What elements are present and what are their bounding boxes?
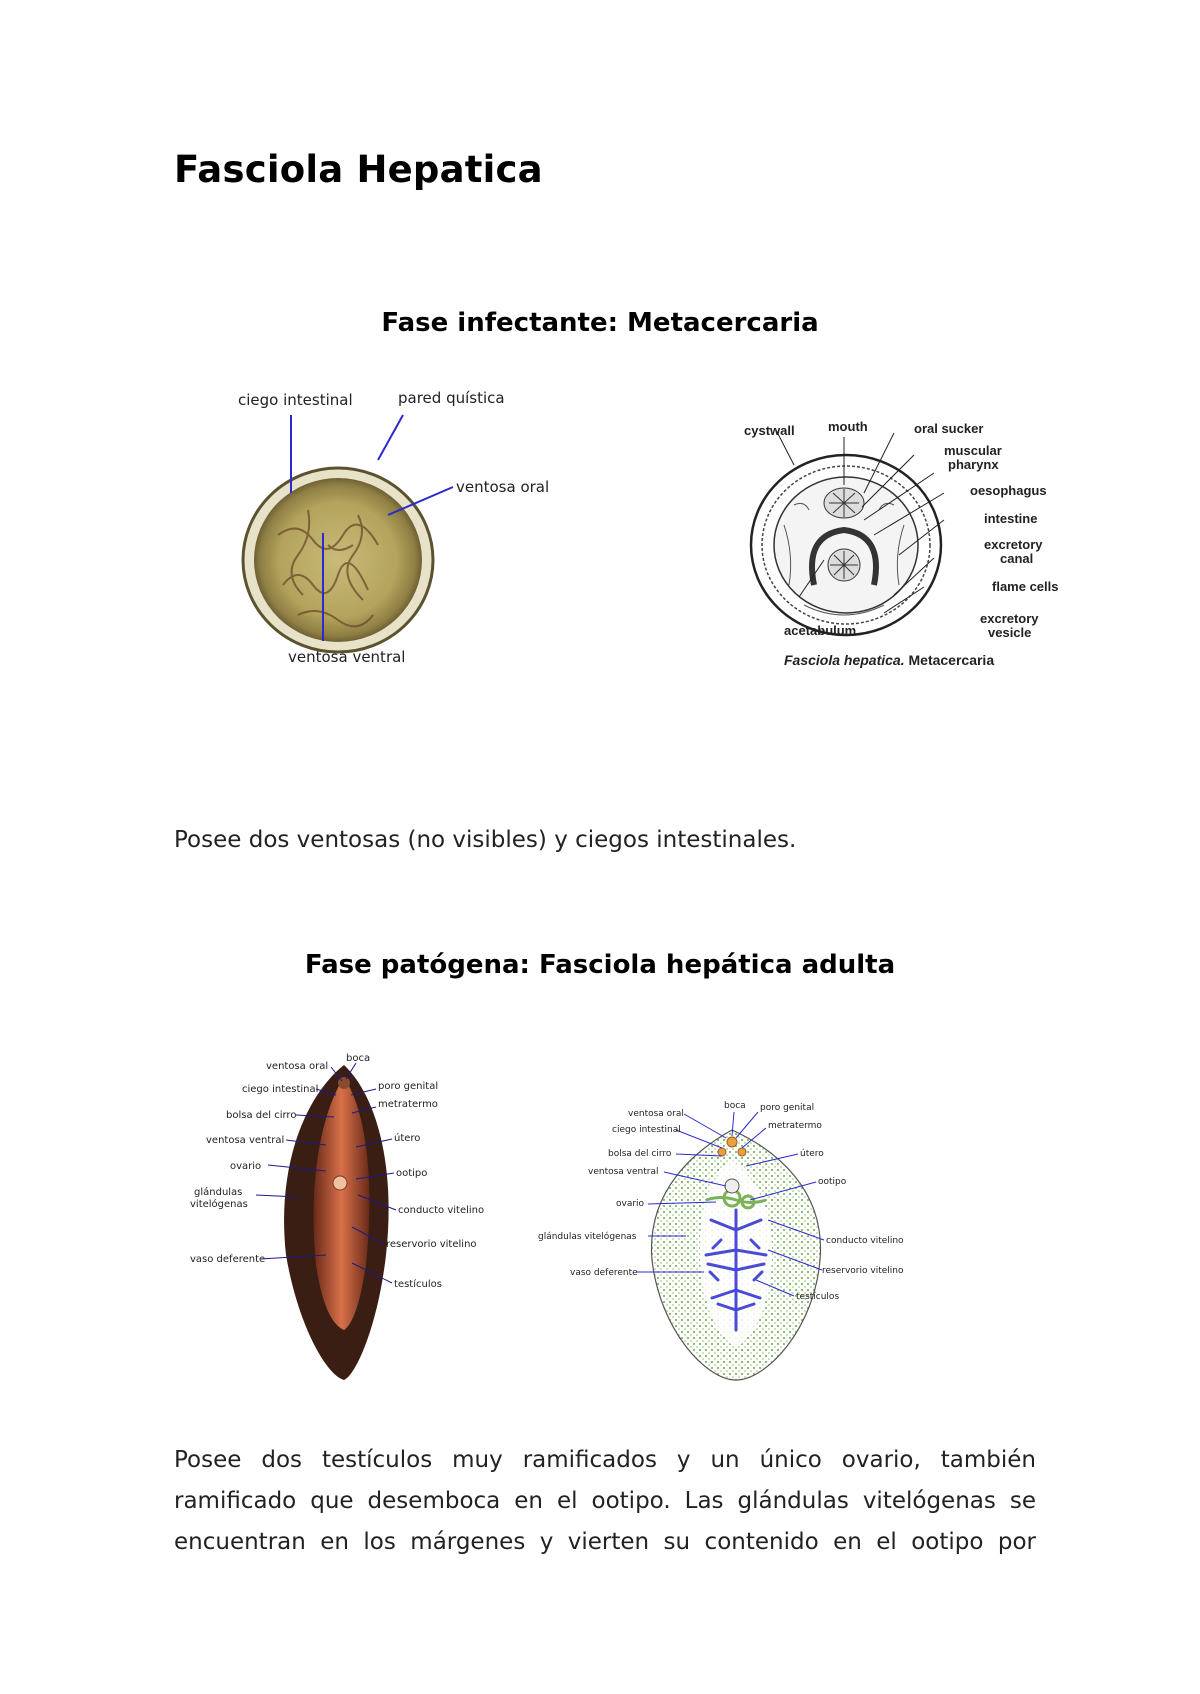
diagram-label-bolsa: bolsa del cirro <box>608 1149 672 1159</box>
diagram-label-ootipo: ootipo <box>818 1177 847 1187</box>
acetabulum-shape <box>828 549 860 581</box>
photo-label-ventosa-ventral: ventosa ventral <box>206 1135 285 1146</box>
photo-label-ootipo: ootipo <box>396 1168 428 1179</box>
diagram-label-boca: boca <box>724 1101 746 1111</box>
label-ciego-intestinal: ciego intestinal <box>238 391 353 409</box>
label-excretory-canal-2: canal <box>1000 551 1034 566</box>
label-oesophagus: oesophagus <box>970 483 1047 498</box>
diagram-label-glandulas: glándulas vitelógenas <box>538 1232 637 1242</box>
label-muscular: muscular <box>944 443 1002 458</box>
section-heading-adulta: Fase patógena: Fasciola hepática adulta <box>304 950 896 980</box>
adult-diagram-figure <box>536 1090 916 1390</box>
photo-label-reservorio: reservorio vitelino <box>386 1239 477 1250</box>
diagram-label-ovario: ovario <box>616 1199 645 1209</box>
diagram-label-reservorio: reservorio vitelino <box>822 1266 904 1276</box>
diagram-label-ventosa-oral: ventosa oral <box>628 1109 684 1119</box>
photo-label-ciego: ciego intestinal <box>242 1084 319 1095</box>
label-mouth: mouth <box>828 419 868 434</box>
photo-label-vaso: vaso deferente <box>190 1254 266 1265</box>
caption-rest: Metacercaria <box>904 652 995 668</box>
label-acetabulum: acetabulum <box>784 623 857 638</box>
photo-label-glandulas-2: vitelógenas <box>190 1199 248 1210</box>
photo-label-boca: boca <box>346 1053 371 1064</box>
photo-label-bolsa: bolsa del cirro <box>226 1110 297 1121</box>
diagram-caption <box>784 652 994 668</box>
diagram-label-conducto: conducto vitelino <box>826 1236 904 1246</box>
photo-label-testiculos: testículos <box>394 1279 442 1290</box>
photo-label-poro: poro genital <box>378 1081 439 1092</box>
label-excretory-vesicle-2: vesicle <box>988 625 1032 640</box>
label-intestine: intestine <box>984 511 1038 526</box>
paragraph-adulta: Posee dos testículos muy ramificados y un único ovario, también ramificado que desemboca en el ootipo. Las glándulas vitelógenas se encuentran en los márgenes y vierten su contenido en el ootipo por <box>174 1447 1036 1555</box>
diagram-label-metratermo: metratermo <box>768 1121 822 1131</box>
photo-label-ventosa-oral: ventosa oral <box>266 1061 329 1072</box>
photo-label-conducto: conducto vitelino <box>398 1205 485 1216</box>
adult-ventral-sucker <box>333 1176 347 1190</box>
photo-label-metratermo: metratermo <box>378 1099 438 1110</box>
paragraph-metacercaria: Posee dos ventosas (no visibles) y ciegos intestinales. <box>174 827 797 853</box>
section-heading-metacercaria: Fase infectante: Metacercaria <box>381 308 819 338</box>
label-pharynx: pharynx <box>948 457 999 472</box>
photo-label-utero: útero <box>394 1133 421 1144</box>
diagram-label-poro: poro genital <box>760 1103 815 1113</box>
label-excretory-canal-1: excretory <box>984 537 1043 552</box>
label-oral-sucker: oral sucker <box>914 421 984 436</box>
label-cystwall: cystwall <box>744 423 795 438</box>
diagram-label-testiculos: testículos <box>796 1292 840 1302</box>
metacercaria-diagram-figure <box>744 419 1094 695</box>
photo-label-glandulas-1: glándulas <box>194 1187 243 1198</box>
label-pared-quistica: pared quística <box>398 389 505 407</box>
cyst-body-shape <box>254 478 422 642</box>
label-ventosa-ventral: ventosa ventral <box>288 648 406 666</box>
page-title: Fasciola Hepatica <box>174 148 543 191</box>
label-excretory-vesicle-1: excretory <box>980 611 1039 626</box>
caption-italic: Fasciola hepatica. <box>784 652 905 668</box>
metacercaria-micrograph-figure <box>238 389 598 715</box>
diagram-label-vaso: vaso deferente <box>570 1268 638 1278</box>
diagram-label-utero: útero <box>800 1149 824 1159</box>
label-flame-cells: flame cells <box>992 579 1059 594</box>
photo-label-ovario: ovario <box>230 1161 262 1172</box>
diagram-ventral-sucker <box>725 1179 739 1193</box>
label-ventosa-oral: ventosa oral <box>456 478 550 496</box>
diagram-label-ciego: ciego intestinal <box>612 1125 681 1135</box>
oral-sucker-shape <box>824 488 864 518</box>
diagram-label-ventosa-ventral: ventosa ventral <box>588 1167 659 1177</box>
adult-photo-figure <box>186 1055 506 1385</box>
